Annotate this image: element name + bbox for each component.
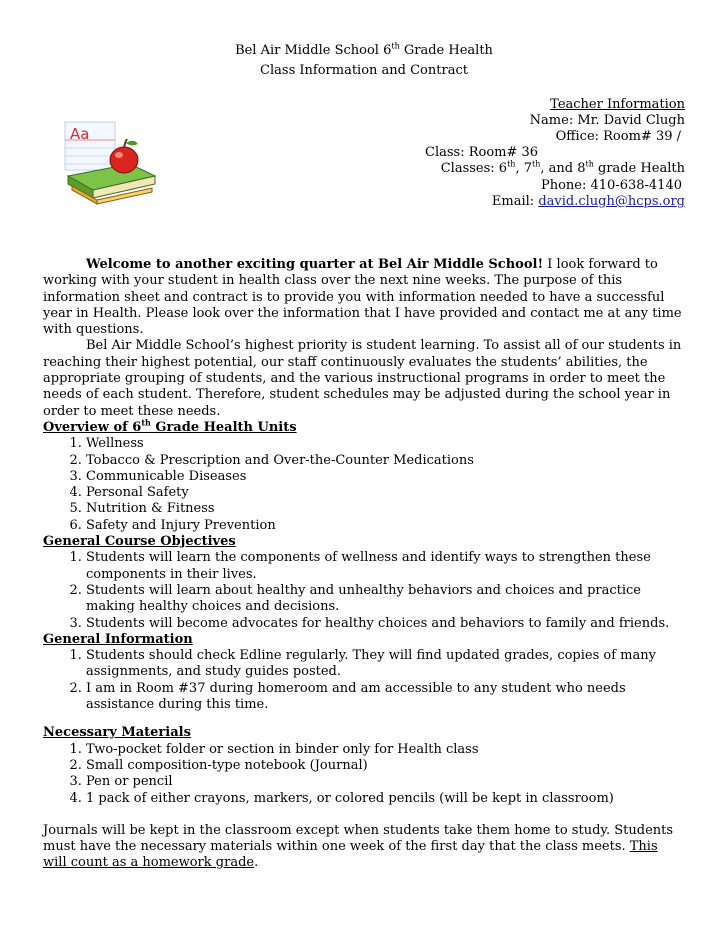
- list-item: 3. Pen or pencil: [86, 774, 685, 790]
- list-item: 6. Safety and Injury Prevention: [86, 518, 685, 534]
- list-item: 2. Students will learn about healthy and unhealthy behaviors and choices and practice making healthy choices and decisions.: [86, 583, 685, 616]
- email-link[interactable]: david.clugh@hcps.org: [538, 194, 685, 209]
- teacher-office: Office: Room# 39 /: [555, 129, 681, 144]
- overview-heading: Overview of 6th Grade Health Units: [43, 417, 297, 435]
- teacher-classes: Classes: 6th, 7th, and 8th grade Health: [440, 159, 685, 176]
- aa-label: Aa: [70, 125, 90, 143]
- teacher-phone: Phone: 410-638-4140: [540, 178, 682, 193]
- materials-list: [43, 742, 685, 807]
- document-subtitle: Class Information and Contract: [260, 63, 468, 78]
- document-title: Bel Air Middle School 6th Grade Health: [235, 41, 493, 58]
- materials-heading: Necessary Materials: [43, 725, 191, 741]
- list-item: 3. Communicable Diseases: [86, 469, 685, 485]
- document-body: [43, 257, 685, 872]
- priority-paragraph: Bel Air Middle School’s highest priority is student learning. To assist all of our students in reaching their highest potential, our staff continuously evaluates the students’ abilities, the appropriate grouping of students, and the various instructional programs in order to meet the needs of each student. Therefore, student schedules may be adjusted during the school year in order to meet these needs.: [43, 338, 682, 419]
- closing-paragraph: Journals will be kept in the classroom except when students take them home to study. Students must have the necessary materials within one week of the first day that the class meets. This will count as a homework grade.: [43, 822, 674, 871]
- overview-list: [43, 436, 685, 534]
- list-item: 4. 1 pack of either crayons, markers, or colored pencils (will be kept in classroom): [86, 791, 685, 807]
- list-item: 1. Students will learn the components of wellness and identify ways to strengthen these components in their lives.: [86, 550, 685, 583]
- apple-books-icon: [60, 118, 160, 208]
- welcome-paragraph: Welcome to another exciting quarter at Bel Air Middle School! I look forward to working with your student in health class over the next nine weeks. The purpose of this information sheet and contract is to provide you with information needed to have a successful year in Health. Please look over the information that I have provided and contact me at any time with questions.: [43, 257, 682, 338]
- teacher-info-heading: Teacher Information: [550, 97, 685, 112]
- list-item: 5. Nutrition & Fitness: [86, 501, 685, 517]
- list-item: 2. Tobacco & Prescription and Over-the-Counter Medications: [86, 453, 685, 469]
- teacher-email: Email: david.clugh@hcps.org: [491, 194, 685, 209]
- objectives-heading: General Course Objectives: [43, 534, 236, 550]
- class-room: Class: Room# 36: [425, 145, 539, 160]
- list-item: 2. I am in Room #37 during homeroom and am accessible to any student who needs assistance during this time.: [86, 681, 685, 714]
- list-item: 2. Small composition-type notebook (Journal): [86, 758, 685, 774]
- list-item: 4. Personal Safety: [86, 485, 685, 501]
- objectives-list: [43, 550, 685, 631]
- list-item: 1. Students should check Edline regularly. They will find updated grades, copies of many assignments, and study guides posted.: [86, 648, 685, 681]
- teacher-name: Name: Mr. David Clugh: [529, 113, 685, 128]
- general-info-list: [43, 648, 685, 713]
- general-info-heading: General Information: [43, 631, 193, 647]
- list-item: 1. Two-pocket folder or section in binder only for Health class: [86, 742, 685, 758]
- list-item: 1. Wellness: [86, 436, 685, 452]
- list-item: 3. Students will become advocates for healthy choices and behaviors to family and friends.: [86, 616, 685, 632]
